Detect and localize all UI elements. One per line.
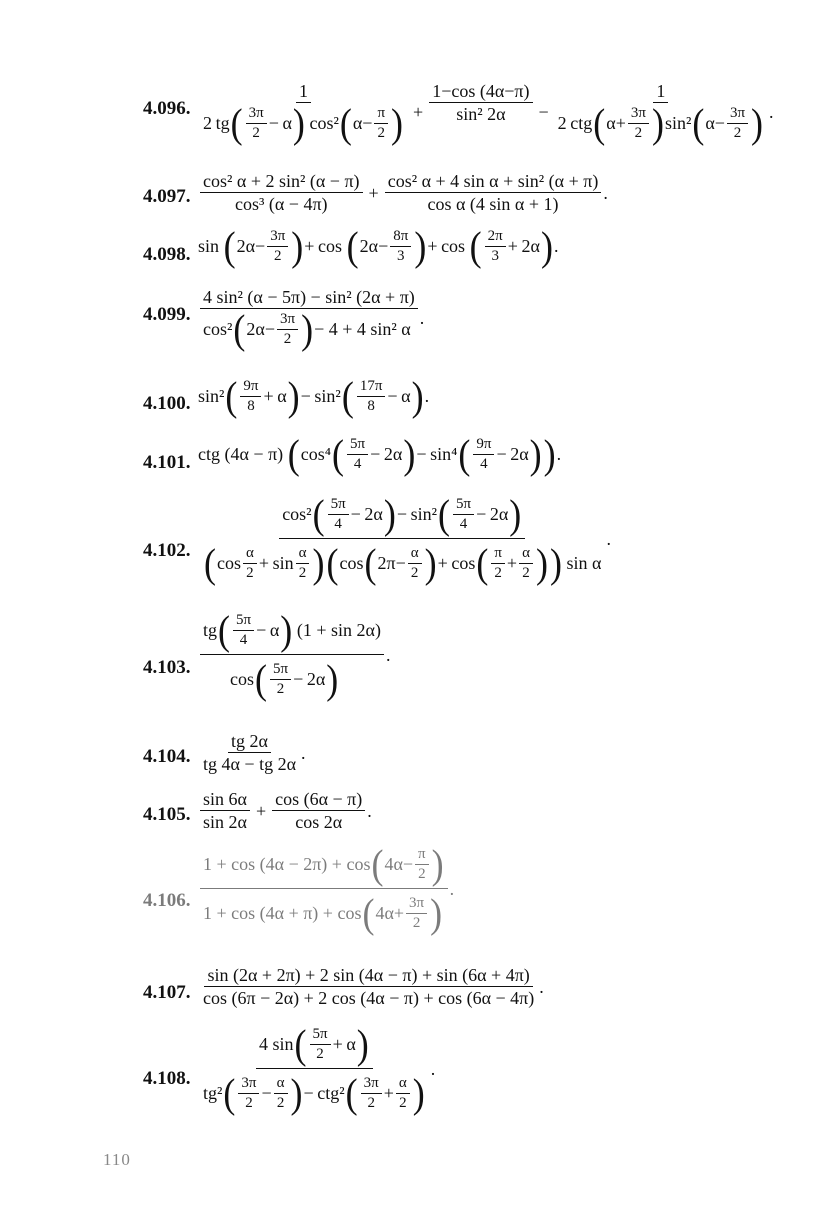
problem-number: 4.098. [143,244,191,265]
problem-expression: sin ( 2α− $\frac{3\pi}{2}$ ) + cos ( 2α− $\frac{8\pi}{3}$ ) + cos ( $\frac{2\pi}{3}$ + 2α ) . [198,223,559,269]
problem-number: 4.108. [143,1068,191,1089]
page-number: 110 [103,1150,131,1169]
problem-number: 4.097. [143,186,191,207]
problem-number: 4.101. [143,452,191,473]
problem-expression: $\frac{\sin 6\alpha}{\sin 2\alpha}$ + $\frac{\cos (6\alpha - \pi)}{\cos 2\alpha}$ . [198,790,372,831]
problem-number: 4.106. [143,890,191,911]
problem-expression: sin² ( $\frac{9\pi}{8}$ + α ) − sin² ( $\frac{17\pi}{8}$ − α ) . [198,373,430,419]
problem-expression: 1 + cos (4α − 2π) + cos ( 4α− $\frac{\pi}{2}$ ) 1 + cos (4α + π) + cos ( 4α+ $\frac{3\pi}{2}$ ) . [198,846,454,931]
problem-expression: $\frac{\sin (2\alpha + 2\pi) + 2 \sin (4\alpha - \pi) + \sin (6\alpha + 4\pi)}{\cos (6\pi - 2\alpha) + 2 \cos (4\alpha - \pi) + \cos (6\alpha - 4\pi)}$ . [203,965,544,1008]
problem-number: 4.103. [143,657,191,678]
problem-number: 4.096. [143,98,191,119]
problem-expression: tg ( $\frac{5\pi}{4}$ − α ) (1 + sin 2α) cos ( $\frac{5\pi}{2}$ − 2α ) . [198,612,390,697]
problem-number: 4.102. [143,540,191,561]
problem-expression: ctg (4α − π) ( cos⁴ ( $\frac{5\pi}{4}$ − 2α ) − sin⁴ ( $\frac{9\pi}{4}$ − 2α ) ) . [198,431,562,477]
problem-expression: 4 sin ( $\frac{5\pi}{2}$ + α ) tg² ( $\frac{3\pi}{2}$ − $\frac{\alpha}{2}$ ) − ctg² ( $\frac{3\pi}{2}$ + $\frac{\alpha}{2}$ ) . [203,1021,436,1116]
problem-expression: 4 sin² (α − 5π) − sin² (2α + π) cos² ( 2α− $\frac{3\pi}{2}$ ) − 4 + 4 sin² α . [198,288,424,347]
problem-expression: cos² ( $\frac{5\pi}{4}$ − 2α ) − sin² ( $\frac{5\pi}{4}$ − 2α ) ( cos $\frac{\alpha}{2}$ + sin $\frac{\alpha}{2}$ ) ( cos ( 2π− $\frac{\alpha}{2}$ ) + cos ( $\frac{\pi}{2}$ + $\frac{\alpha}{2}$ ) ) sin α . [204,491,611,586]
problem-number: 4.107. [143,982,191,1003]
problem-number: 4.100. [143,393,191,414]
problem-number: 4.099. [143,304,191,325]
problem-number: 4.104. [143,746,191,767]
problem-expression: $\frac{tg 2\alpha}{tg 4\alpha - tg 2\alpha}$ . [203,731,306,774]
problem-expression: 1 2 tg ( $\frac{3\pi}{2}$ − α ) cos² ( α− $\frac{\pi}{2}$ ) + $\frac{1-\cos (4\alpha-\pi)}{\text{sin² 2α}}$ − 1 2 ctg ( α+ $\frac{3\pi}{2}$ ) sin² ( α− $\frac{3\pi}{2}$ ) . [203,81,774,146]
problem-number: 4.105. [143,804,191,825]
problem-expression: $\frac{\text{cos² α + 2 sin² (α − π)}}{\text{cos³ (α − 4π)}}$ + $\frac{\text{cos² α + 4 sin α + sin² (α + π)}}{\text{cos α (4 sin α + 1)}}$ . [198,172,608,213]
